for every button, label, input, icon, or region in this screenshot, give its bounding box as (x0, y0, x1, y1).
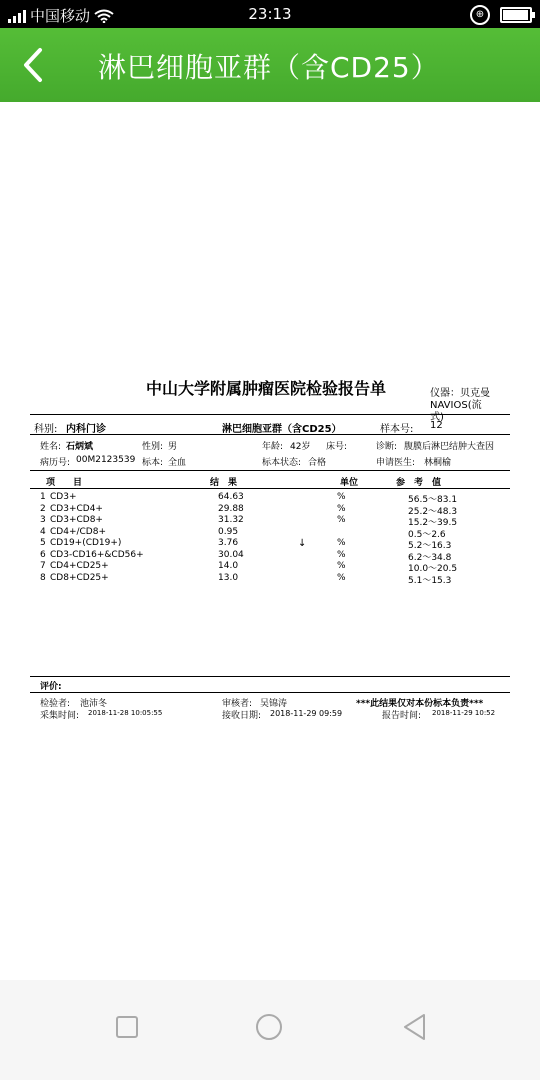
row-unit: % (337, 538, 346, 548)
battery-icon (500, 7, 532, 23)
row-number: 2 (40, 503, 46, 514)
test-name: 淋巴细胞亚群（含CD25） (222, 424, 342, 435)
dept-value: 内科门诊 (66, 424, 106, 435)
row-number: 3 (40, 515, 46, 525)
specimen-label: 标本: (142, 458, 164, 468)
row-unit: % (337, 492, 346, 502)
row-number: 1 (40, 492, 46, 502)
recent-apps-icon[interactable] (110, 1010, 144, 1044)
evaluation-label: 评价: (40, 682, 62, 692)
row-result: 3.76 (218, 538, 239, 548)
row-item: CD3+CD4+ (50, 503, 103, 514)
divider (30, 414, 510, 415)
row-unit: % (337, 503, 346, 514)
specimen-status-value: 合格 (308, 458, 327, 468)
back-icon[interactable] (398, 1010, 432, 1044)
row-reference: 5.2～16.3 (408, 541, 452, 551)
row-reference: 25.2～48.3 (408, 506, 458, 517)
row-item: CD4+CD25+ (50, 561, 109, 571)
row-flag: ↓ (298, 538, 307, 549)
specimen-value: 全血 (168, 458, 187, 468)
title-bar (0, 28, 540, 102)
divider (30, 470, 510, 471)
row-number: 7 (40, 561, 46, 571)
age-value: 42岁 (290, 442, 311, 452)
tester-label: 检验者: (40, 699, 71, 709)
rotation-lock-icon: ⊕ (470, 5, 490, 25)
row-result: 64.63 (218, 492, 244, 502)
row-result: 13.0 (218, 572, 239, 583)
tester-value: 池沛冬 (80, 699, 108, 709)
row-reference: 6.2～34.8 (408, 552, 452, 563)
sample-no-value: 12 (430, 420, 443, 431)
doctor-value: 林桐榆 (424, 458, 452, 468)
row-reference: 10.0～20.5 (408, 564, 458, 574)
row-reference: 5.1～15.3 (408, 575, 452, 586)
divider (30, 692, 510, 693)
row-result: 31.32 (218, 515, 244, 525)
row-item: CD3+CD8+ (50, 515, 103, 525)
record-value: 00M2123539 (76, 455, 136, 465)
status-bar (0, 0, 540, 28)
instrument-info: 仪器：贝克曼 NAVIOS(流 式) (430, 388, 490, 423)
sample-no-label: 样本号: (380, 424, 414, 435)
row-unit: % (337, 515, 346, 525)
row-number: 6 (40, 549, 46, 560)
navigation-bar (0, 980, 540, 1080)
doctor-label: 申请医生: (376, 458, 416, 468)
row-number: 8 (40, 572, 46, 583)
carrier-name: 中国移动 (30, 7, 91, 25)
row-item: CD4+/CD8+ (50, 526, 106, 537)
row-result: 0.95 (218, 526, 239, 537)
row-number: 4 (40, 526, 46, 537)
collect-time-value: 2018-11-28 10:05:55 (88, 709, 163, 717)
report-time-value: 2018-11-29 10:52 (432, 709, 496, 717)
column-header-unit: 单位 (340, 478, 359, 488)
specimen-status-label: 标本状态: (262, 458, 302, 468)
sex-label: 性别: (142, 442, 164, 452)
report-title: 中山大学附属肿瘤医院检验报告单 (146, 379, 387, 398)
row-item: CD19+(CD19+) (50, 538, 122, 548)
receive-date-label: 接收日期: (222, 711, 262, 721)
name-label: 姓名: (40, 442, 62, 452)
collect-time-label: 采集时间: (40, 711, 80, 721)
report-time-label: 报告时间: (382, 711, 422, 721)
reviewer-label: 审核者: (222, 699, 253, 709)
disclaimer: ***此结果仅对本份标本负责*** (356, 699, 484, 709)
page-title: 淋巴细胞亚群（含CD25） (98, 51, 440, 84)
row-unit: % (337, 572, 346, 583)
status-right (470, 5, 532, 25)
row-item: CD8+CD25+ (50, 572, 109, 583)
status-time: 23:13 (248, 5, 292, 23)
divider (30, 434, 510, 435)
back-arrow-icon[interactable] (16, 44, 50, 86)
sex-value: 男 (168, 442, 178, 452)
bed-label: 床号: (326, 442, 348, 452)
divider (30, 676, 510, 677)
row-result: 14.0 (218, 561, 239, 571)
row-reference: 0.5～2.6 (408, 529, 446, 540)
row-result: 30.04 (218, 549, 244, 560)
age-label: 年龄: (262, 442, 284, 452)
record-label: 病历号: (40, 458, 71, 468)
row-unit: % (337, 549, 346, 560)
divider (30, 488, 510, 489)
row-unit: % (337, 561, 346, 571)
column-header-item: 项 目 (46, 478, 83, 488)
column-header-result: 结 果 (210, 478, 238, 488)
row-reference: 56.5～83.1 (408, 495, 458, 505)
row-result: 29.88 (218, 503, 244, 514)
row-reference: 15.2～39.5 (408, 518, 458, 528)
receive-date-value: 2018-11-29 09:59 (270, 709, 343, 718)
patient-name: 石炳斌 (66, 442, 94, 452)
dept-label: 科别: (34, 424, 58, 435)
diagnosis-label: 诊断: (376, 442, 398, 452)
home-icon[interactable] (252, 1010, 286, 1044)
row-item: CD3+ (50, 492, 77, 502)
row-item: CD3-CD16+&CD56+ (50, 549, 144, 560)
column-header-reference: 参 考 值 (396, 478, 442, 488)
diagnosis-value: 腹膜后淋巴结肿大查因 (404, 442, 495, 452)
reviewer-value: 吴锦涛 (260, 699, 288, 709)
row-number: 5 (40, 538, 46, 548)
